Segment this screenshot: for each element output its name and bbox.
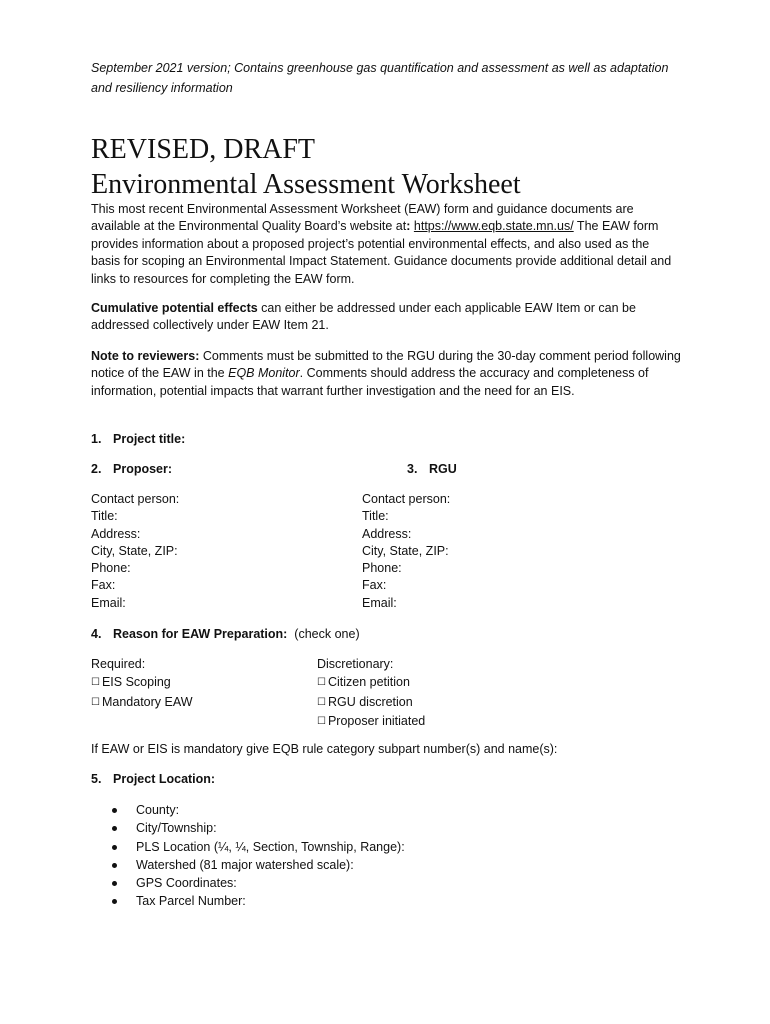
contact-field-label: Email: — [362, 595, 397, 610]
eqb-website-link[interactable]: https://www.eqb.state.mn.us/ — [413, 219, 574, 234]
checkbox-mandatory-eaw[interactable]: ☐ Mandatory EAW — [91, 694, 193, 709]
contact-field-label: Fax: — [91, 578, 116, 593]
list-item: PLS Location (¼, ¼, Section, Township, Range): — [108, 838, 405, 856]
cumulative-effects-paragraph: Cumulative potential effects can either be addressed under each applicable EAW Item or can be addressed collectively under EAW Item 21. — [91, 301, 636, 333]
proposer-contact-fields — [91, 491, 179, 612]
intro-paragraph: This most recent Environmental Assessment Worksheet (EAW) form and guidance documents are available at the Environmental Quality Board’s website at: https://www.eqb.state.mn.us/ The EAW form provides information about a proposed project’s potential environmental effects, and also used as the basis for scoping an Environmental Impact Statement. Guidance documents provide additional detail and links to resources for completing the EAW form. — [91, 202, 672, 286]
contact-field-label: Title: — [91, 509, 118, 524]
checkbox-rgu-discretion[interactable]: ☐ RGU discretion — [317, 694, 413, 709]
rgu-contact-fields — [362, 491, 450, 612]
list-item: City/Township: — [108, 819, 405, 837]
contact-field-label: Email: — [91, 595, 126, 610]
contact-field-label: Phone: — [362, 561, 402, 576]
checkbox-icon[interactable]: ☐ — [317, 715, 326, 727]
required-options — [91, 655, 193, 712]
item-project-location: 5. Project Location: — [91, 772, 216, 786]
item-reason-for-eaw: 4. Reason for EAW Preparation: (check one) — [91, 627, 360, 641]
contact-field-label: Phone: — [91, 561, 131, 576]
location-fields-list — [108, 801, 405, 911]
checkbox-proposer-initiated[interactable]: ☐ Proposer initiated — [317, 713, 426, 728]
checkbox-citizen-petition[interactable]: ☐ Citizen petition — [317, 675, 410, 690]
contact-field-label: Address: — [91, 526, 141, 541]
title-line-1: REVISED, DRAFT — [91, 134, 316, 165]
checkbox-icon[interactable]: ☐ — [317, 677, 326, 689]
checkbox-icon[interactable]: ☐ — [91, 696, 100, 708]
contact-field-label: Fax: — [362, 578, 387, 593]
item-proposer: 2. Proposer: — [91, 462, 173, 476]
document-title — [91, 132, 521, 202]
note-to-reviewers-paragraph: Note to reviewers: Comments must be submitted to the RGU during the 30-day comment period following notice of the EAW in the EQB Monitor. Comments should address the accuracy and completeness of information, potential impacts that warrant further investigation and the need for an EIS. — [91, 349, 681, 398]
list-item: Tax Parcel Number: — [108, 892, 405, 910]
discretionary-options — [317, 655, 425, 731]
mandatory-category-note: If EAW or EIS is mandatory give EQB rule category subpart number(s) and name(s): — [91, 742, 558, 756]
item-rgu: 3. RGU — [407, 462, 457, 476]
checkbox-eis-scoping[interactable]: ☐ EIS Scoping — [91, 675, 171, 690]
list-item: Watershed (81 major watershed scale): — [108, 856, 405, 874]
contact-field-label: City, State, ZIP: — [362, 543, 449, 558]
contact-field-label: Title: — [362, 509, 389, 524]
discretionary-heading: Discretionary: — [317, 657, 394, 671]
contact-field-label: City, State, ZIP: — [91, 543, 178, 558]
checkbox-icon[interactable]: ☐ — [91, 677, 100, 689]
version-note: September 2021 version; Contains greenhouse gas quantification and assessment as well as adaptation and resiliency information — [91, 61, 669, 95]
list-item: GPS Coordinates: — [108, 874, 405, 892]
required-heading: Required: — [91, 657, 146, 671]
contact-field-label: Contact person: — [91, 492, 180, 506]
list-item: County: — [108, 801, 405, 819]
contact-field-label: Contact person: — [362, 492, 451, 506]
title-line-2: Environmental Assessment Worksheet — [91, 169, 521, 200]
checkbox-icon[interactable]: ☐ — [317, 696, 326, 708]
item-project-title: 1. Project title: — [91, 432, 186, 446]
contact-field-label: Address: — [362, 526, 412, 541]
